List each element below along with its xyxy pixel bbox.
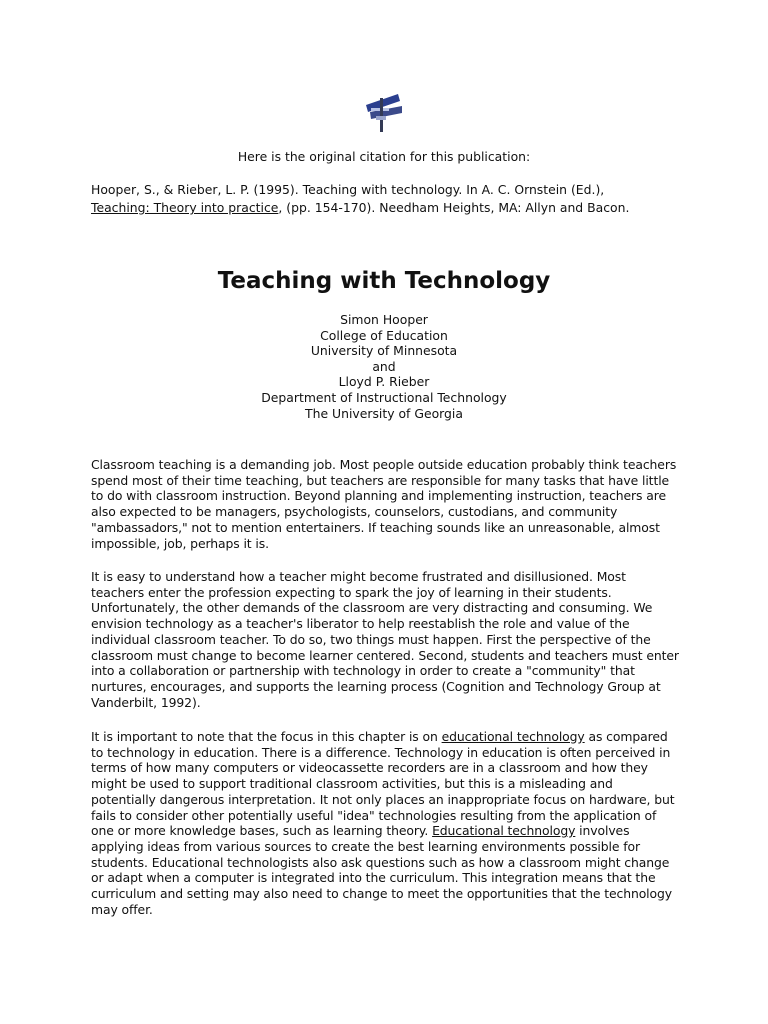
author-line: University of Minnesota — [310, 343, 458, 359]
street-sign-icon — [364, 92, 404, 132]
paragraph-2: It is easy to understand how a teacher might become frustrated and disillusioned. Most teachers enter the profession expecting to spark the joy of learning in their students. Unfortunately, the other demands of the classroom are very distracting and consuming. We envision technology as a teacher's liberator to help reestablish the role and value of the individual classroom teacher. To do so, two things must happen. First the perspective of the classroom must change to become learner centered. Second, students and teachers must enter into a collaboration or partnership with technology in order to create a "community" that nurtures, encourages, and supports the learning process (Cognition and Technology Group at Vanderbilt, 1992). — [91, 569, 679, 710]
citation-pages: , (pp. 154-170). Needham Heights, MA: Allyn and Bacon. — [278, 200, 630, 215]
citation-text: Hooper, S., & Rieber, L. P. (1995). Teaching with technology. In A. C. Ornstein (Ed.), — [91, 182, 605, 197]
paragraph-3-text: as compared to technology in education. There is a difference. Technology in education is often perceived in terms of how many computers or videocassette recorders are in a classroom and how they might be used to support traditional classroom activities, but this is a misleading and potentially dangerous interpretation. It not only places an inappropriate focus on hardware, but fails to consider other potentially useful "idea" technologies resulting from the application of one or more knowledge bases, such as learning theory. — [91, 729, 675, 839]
citation-intro: Here is the original citation for this publication: — [237, 149, 531, 164]
page-title: Teaching with Technology — [217, 268, 551, 294]
author-line: and — [372, 358, 396, 374]
paragraph-3-text: involves applying ideas from various sources to create the best learning environments possible for students. Educational technologists also ask questions such as how a classroom might change or adapt when a computer is integrated into the curriculum. This integration means that the curriculum and setting may also need to change to meet the opportunities that the technology may offer. — [91, 823, 673, 917]
paragraph-3 — [91, 729, 681, 917]
author-block — [0, 312, 768, 421]
author-line: The University of Georgia — [305, 405, 463, 421]
author-line: Simon Hooper — [340, 312, 428, 327]
author-line: Lloyd P. Rieber — [338, 374, 430, 390]
author-line: College of Education — [320, 327, 448, 343]
author-line: Department of Instructional Technology — [261, 389, 507, 405]
paragraph-3-text: It is important to note that the focus in this chapter is on — [91, 729, 442, 744]
book-title: Teaching: Theory into practice — [91, 200, 279, 215]
paragraph-1: Classroom teaching is a demanding job. Most people outside education probably think teachers spend most of their time teaching, but teachers are responsible for many tasks that have little to do with classroom instruction. Beyond planning and implementing instruction, teachers are also expected to be managers, psychologists, counselors, custodians, and community "ambassadors," not to mention entertainers. If teaching sounds like an unreasonable, almost impossible, job, perhaps it is. — [91, 457, 677, 551]
educational-technology-link-2[interactable]: Educational technology — [432, 823, 576, 839]
educational-technology-link[interactable]: educational technology — [441, 729, 585, 744]
citation — [91, 181, 691, 217]
